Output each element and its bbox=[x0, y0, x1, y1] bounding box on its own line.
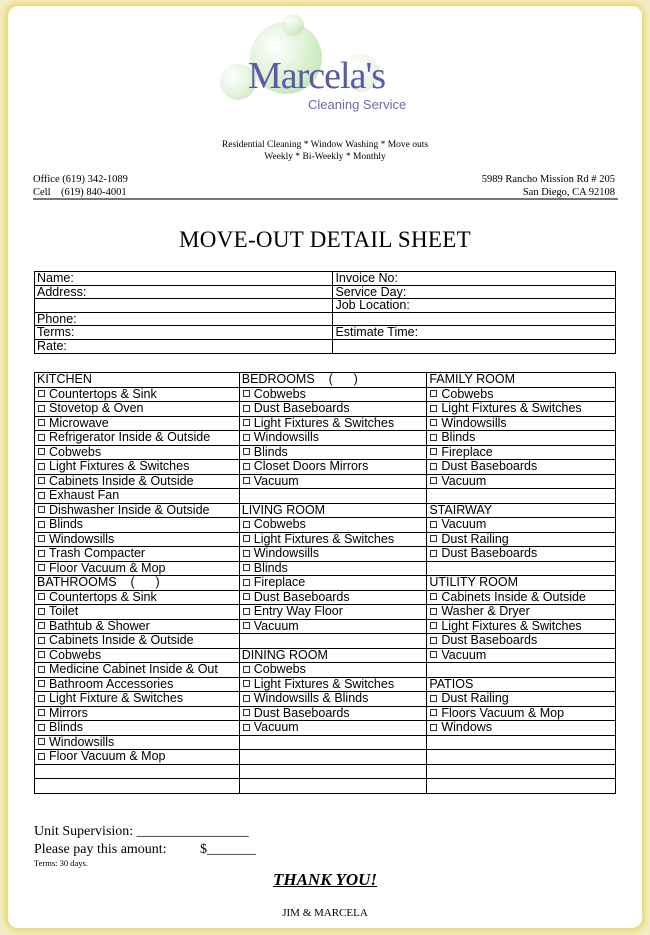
checklist-item[interactable] bbox=[35, 648, 240, 663]
checklist-row bbox=[35, 547, 616, 562]
info-field-left[interactable] bbox=[35, 299, 333, 313]
item-label: Light Fixtures & Switches bbox=[253, 532, 395, 546]
item-label: Fireplace bbox=[253, 575, 306, 589]
item-label: Cobwebs bbox=[253, 662, 306, 676]
section-label: UTILITY ROOM bbox=[429, 575, 519, 589]
checklist-item[interactable] bbox=[427, 474, 616, 489]
section-label: LIVING ROOM bbox=[241, 503, 326, 517]
checkbox-icon[interactable] bbox=[38, 550, 45, 557]
header-divider bbox=[33, 198, 618, 200]
checkbox-icon[interactable] bbox=[430, 637, 437, 644]
checklist-item[interactable] bbox=[239, 474, 427, 489]
item-label: Dust Railing bbox=[441, 532, 509, 546]
checklist-item[interactable] bbox=[35, 706, 240, 721]
checklist-item[interactable] bbox=[239, 547, 427, 562]
item-label: Bathroom Accessories bbox=[49, 677, 174, 691]
checklist-item[interactable] bbox=[427, 590, 616, 605]
checklist-item[interactable] bbox=[35, 634, 240, 649]
checkbox-icon[interactable] bbox=[430, 622, 437, 629]
empty-cell bbox=[427, 750, 616, 765]
info-field-right[interactable] bbox=[333, 312, 616, 326]
checklist-row bbox=[35, 735, 616, 750]
checkbox-icon[interactable] bbox=[243, 521, 250, 528]
checkbox-icon[interactable] bbox=[38, 448, 45, 455]
item-label: Vacuum bbox=[441, 474, 487, 488]
item-label: Fireplace bbox=[441, 445, 493, 459]
item-label: Cobwebs bbox=[253, 517, 306, 531]
checklist-item[interactable] bbox=[427, 692, 616, 707]
checklist-row bbox=[35, 692, 616, 707]
item-label: Microwave bbox=[49, 416, 109, 430]
info-field-right[interactable]: Invoice No: bbox=[333, 272, 616, 286]
section-label: BEDROOMS ( ) bbox=[241, 372, 358, 386]
thank-you-text: THANK YOU! bbox=[272, 870, 378, 889]
checkbox-icon[interactable] bbox=[243, 419, 250, 426]
info-row bbox=[35, 312, 616, 326]
info-field-right[interactable]: Service Day: bbox=[333, 285, 616, 299]
empty-cell bbox=[239, 779, 427, 794]
item-label: Light Fixtures & Switches bbox=[253, 677, 395, 691]
section-label: FAMILY ROOM bbox=[429, 372, 516, 386]
item-label: Blinds bbox=[49, 517, 84, 531]
item-label: Refrigerator Inside & Outside bbox=[49, 430, 211, 444]
checkbox-icon[interactable] bbox=[38, 695, 45, 702]
checklist-row bbox=[35, 489, 616, 504]
checklist-row bbox=[35, 779, 616, 794]
checklist-item[interactable] bbox=[239, 561, 427, 576]
checkbox-icon[interactable] bbox=[38, 521, 45, 528]
checkbox-icon[interactable] bbox=[243, 477, 250, 484]
checklist-row bbox=[35, 474, 616, 489]
checkbox-icon[interactable] bbox=[38, 593, 45, 600]
item-label: Dust Railing bbox=[441, 691, 509, 705]
checklist-item[interactable] bbox=[239, 590, 427, 605]
item-label: Dust Baseboards bbox=[441, 546, 538, 560]
checklist-item[interactable] bbox=[427, 619, 616, 634]
checklist-row bbox=[35, 445, 616, 460]
checklist-item[interactable] bbox=[239, 387, 427, 402]
checklist-row bbox=[35, 634, 616, 649]
checklist-row bbox=[35, 518, 616, 533]
checkbox-icon[interactable] bbox=[243, 622, 250, 629]
checkbox-icon[interactable] bbox=[430, 724, 437, 731]
checkbox-icon[interactable] bbox=[38, 666, 45, 673]
checklist-item[interactable] bbox=[427, 532, 616, 547]
item-label: Stovetop & Oven bbox=[49, 401, 144, 415]
checkbox-icon[interactable] bbox=[430, 550, 437, 557]
item-label: Windowsills bbox=[253, 430, 320, 444]
checkbox-icon[interactable] bbox=[38, 651, 45, 658]
empty-cell bbox=[239, 750, 427, 765]
checklist-item[interactable] bbox=[427, 547, 616, 562]
item-label: Entry Way Floor bbox=[253, 604, 343, 618]
item-label: Toilet bbox=[49, 604, 79, 618]
checkbox-icon[interactable] bbox=[243, 695, 250, 702]
item-label: Dust Baseboards bbox=[441, 633, 538, 647]
checklist-row bbox=[35, 387, 616, 402]
checklist-item[interactable] bbox=[35, 387, 240, 402]
checklist-item[interactable] bbox=[239, 416, 427, 431]
checklist-row bbox=[35, 750, 616, 765]
checklist-item[interactable] bbox=[427, 431, 616, 446]
checkbox-icon[interactable] bbox=[38, 738, 45, 745]
office-phone: Office (619) 342-1089 bbox=[33, 174, 128, 185]
item-label: Vacuum bbox=[441, 648, 487, 662]
checklist-row bbox=[35, 416, 616, 431]
checklist-item[interactable] bbox=[239, 532, 427, 547]
item-label: Dust Baseboards bbox=[253, 706, 350, 720]
item-label: Cabinets Inside & Outside bbox=[49, 633, 194, 647]
checklist-row bbox=[35, 764, 616, 779]
checklist-item[interactable] bbox=[427, 721, 616, 736]
empty-cell bbox=[239, 489, 427, 504]
item-label: Light Fixtures & Switches bbox=[253, 416, 395, 430]
terms-note: Terms: 30 days. bbox=[34, 858, 88, 868]
checkbox-icon[interactable] bbox=[243, 593, 250, 600]
checkbox-icon[interactable] bbox=[38, 434, 45, 441]
pay-amount-field[interactable]: $_______ bbox=[200, 842, 256, 857]
checklist-item[interactable] bbox=[35, 750, 240, 765]
info-row bbox=[35, 326, 616, 340]
street-address: 5989 Rancho Mission Rd # 205 bbox=[481, 174, 615, 185]
checkbox-icon[interactable] bbox=[430, 477, 437, 484]
checklist-item[interactable] bbox=[427, 402, 616, 417]
item-label: Medicine Cabinet Inside & Out bbox=[49, 662, 218, 676]
checklist-item[interactable] bbox=[427, 634, 616, 649]
tagline-services: Residential Cleaning * Window Washing * Move outs bbox=[221, 140, 429, 150]
checkbox-icon[interactable] bbox=[38, 709, 45, 716]
checkbox-icon[interactable] bbox=[243, 535, 250, 542]
item-label: Vacuum bbox=[253, 720, 299, 734]
checklist-row bbox=[35, 605, 616, 620]
item-label: Light Fixtures & Switches bbox=[49, 459, 190, 473]
checklist-item[interactable] bbox=[35, 503, 240, 518]
item-label: Cabinets Inside & Outside bbox=[49, 474, 194, 488]
item-label: Windowsills & Blinds bbox=[253, 691, 369, 705]
item-label: Windowsills bbox=[441, 416, 507, 430]
checkbox-icon[interactable] bbox=[243, 564, 250, 571]
info-row bbox=[35, 299, 616, 313]
item-label: Vacuum bbox=[253, 619, 299, 633]
checkbox-icon[interactable] bbox=[38, 637, 45, 644]
checkbox-icon[interactable] bbox=[38, 419, 45, 426]
item-label: Dishwasher Inside & Outside bbox=[49, 503, 210, 517]
checklist-row bbox=[35, 373, 616, 388]
checklist-row bbox=[35, 503, 616, 518]
unit-supervision-field[interactable]: Unit Supervision: ________________ bbox=[34, 824, 249, 839]
info-field-left[interactable]: Address: bbox=[35, 285, 333, 299]
info-row bbox=[35, 339, 616, 353]
checklist-item[interactable] bbox=[35, 489, 240, 504]
checklist-row bbox=[35, 619, 616, 634]
item-label: Cobwebs bbox=[253, 387, 306, 401]
item-label: Bathtub & Shower bbox=[49, 619, 150, 633]
logo-name: Marcela's bbox=[248, 55, 386, 97]
item-label: Blinds bbox=[253, 445, 288, 459]
checkbox-icon[interactable] bbox=[38, 564, 45, 571]
checkbox-icon[interactable] bbox=[38, 405, 45, 412]
section-label: PATIOS bbox=[429, 677, 474, 691]
page-title: MOVE-OUT DETAIL SHEET bbox=[179, 227, 471, 252]
checkbox-icon[interactable] bbox=[38, 506, 45, 513]
checklist-item[interactable] bbox=[35, 460, 240, 475]
checklist-row bbox=[35, 576, 616, 591]
info-field-left[interactable]: Name: bbox=[35, 272, 333, 286]
pay-amount-label: Please pay this amount: bbox=[34, 842, 167, 857]
checklist-item[interactable] bbox=[35, 547, 240, 562]
section-header bbox=[239, 503, 427, 518]
item-label: Dust Baseboards bbox=[253, 401, 350, 415]
checkbox-icon[interactable] bbox=[430, 695, 437, 702]
item-label: Cabinets Inside & Outside bbox=[441, 590, 586, 604]
empty-cell bbox=[35, 764, 240, 779]
info-field-left[interactable]: Terms: bbox=[35, 326, 333, 340]
checkbox-icon[interactable] bbox=[430, 593, 437, 600]
item-label: Cobwebs bbox=[49, 648, 102, 662]
checklist-row bbox=[35, 431, 616, 446]
info-field-right[interactable]: Estimate Time: bbox=[333, 326, 616, 340]
empty-cell bbox=[427, 489, 616, 504]
checkbox-icon[interactable] bbox=[430, 419, 437, 426]
checklist-item[interactable] bbox=[239, 605, 427, 620]
checklist-item[interactable] bbox=[35, 431, 240, 446]
item-label: Dust Baseboards bbox=[253, 590, 350, 604]
checklist-item[interactable] bbox=[427, 706, 616, 721]
checklist-item[interactable] bbox=[35, 561, 240, 576]
checklist-item[interactable] bbox=[35, 518, 240, 533]
item-label: Light Fixtures & Switches bbox=[441, 401, 582, 415]
checklist-item[interactable] bbox=[239, 619, 427, 634]
item-label: Cobwebs bbox=[49, 445, 102, 459]
section-header bbox=[427, 677, 616, 692]
checkbox-icon[interactable] bbox=[38, 492, 45, 499]
item-label: Windowsills bbox=[49, 532, 115, 546]
section-header bbox=[239, 373, 427, 388]
checklist-row bbox=[35, 402, 616, 417]
checklist-item[interactable] bbox=[35, 532, 240, 547]
item-label: Mirrors bbox=[49, 706, 88, 720]
checkbox-icon[interactable] bbox=[38, 535, 45, 542]
checkbox-icon[interactable] bbox=[243, 666, 250, 673]
checklist-item[interactable] bbox=[239, 692, 427, 707]
checkbox-icon[interactable] bbox=[430, 463, 437, 470]
checkbox-icon[interactable] bbox=[430, 448, 437, 455]
checklist-item[interactable] bbox=[239, 721, 427, 736]
checklist-item[interactable] bbox=[239, 677, 427, 692]
checklist-item[interactable] bbox=[427, 416, 616, 431]
checklist-item[interactable] bbox=[35, 474, 240, 489]
checklist-item[interactable] bbox=[239, 460, 427, 475]
checkbox-icon[interactable] bbox=[243, 579, 250, 586]
checkbox-icon[interactable] bbox=[430, 709, 437, 716]
item-label: Windows bbox=[441, 720, 493, 734]
checklist-item[interactable] bbox=[239, 706, 427, 721]
checklist-row bbox=[35, 532, 616, 547]
checklist-item[interactable] bbox=[35, 605, 240, 620]
info-field-right[interactable]: Job Location: bbox=[333, 299, 616, 313]
checklist-row bbox=[35, 460, 616, 475]
checkbox-icon[interactable] bbox=[243, 463, 250, 470]
logo-subtitle: Cleaning Service bbox=[308, 97, 407, 112]
section-header bbox=[427, 503, 616, 518]
checklist-item[interactable] bbox=[35, 416, 240, 431]
checklist-row bbox=[35, 663, 616, 678]
item-label: Vacuum bbox=[253, 474, 299, 488]
item-label: Blinds bbox=[441, 430, 476, 444]
item-label: Trash Compacter bbox=[49, 546, 146, 560]
checklist-item[interactable] bbox=[427, 648, 616, 663]
checkbox-icon[interactable] bbox=[38, 463, 45, 470]
info-row bbox=[35, 272, 616, 286]
item-label: Blinds bbox=[253, 561, 288, 575]
checklist-item[interactable] bbox=[427, 605, 616, 620]
empty-cell bbox=[427, 663, 616, 678]
item-label: Windowsills bbox=[253, 546, 320, 560]
item-label: Exhaust Fan bbox=[49, 488, 120, 502]
item-label: Floors Vacuum & Mop bbox=[441, 706, 565, 720]
checklist-item[interactable] bbox=[35, 692, 240, 707]
checkbox-icon[interactable] bbox=[430, 434, 437, 441]
checklist-item[interactable] bbox=[427, 387, 616, 402]
info-field-left[interactable]: Rate: bbox=[35, 339, 333, 353]
section-label: DINING ROOM bbox=[241, 648, 328, 662]
item-label: Countertops & Sink bbox=[49, 387, 157, 401]
item-label: Vacuum bbox=[441, 517, 487, 531]
empty-cell bbox=[427, 561, 616, 576]
item-label: Countertops & Sink bbox=[49, 590, 157, 604]
checklist-row bbox=[35, 561, 616, 576]
checkbox-icon[interactable] bbox=[430, 521, 437, 528]
checklist-item[interactable] bbox=[35, 721, 240, 736]
empty-cell bbox=[427, 779, 616, 794]
cell-phone: Cell (619) 840-4001 bbox=[33, 187, 127, 198]
section-header bbox=[35, 373, 240, 388]
empty-cell bbox=[239, 735, 427, 750]
checklist-item[interactable] bbox=[35, 619, 240, 634]
item-label: Windowsills bbox=[49, 735, 115, 749]
checkbox-icon[interactable] bbox=[243, 724, 250, 731]
empty-cell bbox=[239, 764, 427, 779]
checkbox-icon[interactable] bbox=[430, 651, 437, 658]
item-label: Dust Baseboards bbox=[441, 459, 538, 473]
empty-cell bbox=[427, 735, 616, 750]
section-label: KITCHEN bbox=[37, 372, 92, 386]
checkbox-icon[interactable] bbox=[243, 550, 250, 557]
checkbox-icon[interactable] bbox=[38, 390, 45, 397]
item-label: Cobwebs bbox=[441, 387, 494, 401]
cleaning-checklist-table bbox=[34, 372, 616, 794]
empty-cell bbox=[427, 764, 616, 779]
checklist-row bbox=[35, 706, 616, 721]
checkbox-icon[interactable] bbox=[243, 680, 250, 687]
item-label: Closet Doors Mirrors bbox=[253, 459, 369, 473]
checklist-item[interactable] bbox=[239, 402, 427, 417]
checkbox-icon[interactable] bbox=[38, 608, 45, 615]
checklist-item[interactable] bbox=[239, 445, 427, 460]
city-address: San Diego, CA 92108 bbox=[522, 187, 615, 198]
checklist-row bbox=[35, 721, 616, 736]
checkbox-icon[interactable] bbox=[430, 405, 437, 412]
section-header bbox=[239, 648, 427, 663]
checklist-item[interactable] bbox=[427, 518, 616, 533]
checkbox-icon[interactable] bbox=[243, 405, 250, 412]
empty-cell bbox=[239, 634, 427, 649]
checkbox-icon[interactable] bbox=[243, 390, 250, 397]
checkbox-icon[interactable] bbox=[38, 680, 45, 687]
checklist-item[interactable] bbox=[427, 445, 616, 460]
checklist-item[interactable] bbox=[35, 735, 240, 750]
section-header bbox=[35, 576, 240, 591]
checkbox-icon[interactable] bbox=[38, 753, 45, 760]
info-row bbox=[35, 285, 616, 299]
item-label: Floor Vacuum & Mop bbox=[49, 749, 166, 763]
checklist-item[interactable] bbox=[35, 402, 240, 417]
checklist-item[interactable] bbox=[35, 663, 240, 678]
checkbox-icon[interactable] bbox=[243, 448, 250, 455]
checkbox-icon[interactable] bbox=[430, 535, 437, 542]
item-label: Floor Vacuum & Mop bbox=[49, 561, 166, 575]
section-header bbox=[427, 576, 616, 591]
item-label: Light Fixture & Switches bbox=[49, 691, 184, 705]
checkbox-icon[interactable] bbox=[243, 434, 250, 441]
item-label: Washer & Dryer bbox=[441, 604, 530, 618]
checklist-item[interactable] bbox=[239, 518, 427, 533]
checkbox-icon[interactable] bbox=[430, 608, 437, 615]
section-label: BATHROOMS ( ) bbox=[37, 575, 160, 589]
signature-text: JIM & MARCELA bbox=[282, 907, 368, 919]
checkbox-icon[interactable] bbox=[243, 709, 250, 716]
tagline-frequency: Weekly * Bi-Weekly * Monthly bbox=[264, 152, 386, 162]
section-label: STAIRWAY bbox=[429, 503, 493, 517]
checkbox-icon[interactable] bbox=[38, 622, 45, 629]
checklist-row bbox=[35, 648, 616, 663]
checklist-item[interactable] bbox=[35, 445, 240, 460]
customer-info-table bbox=[34, 271, 616, 354]
checklist-item[interactable] bbox=[427, 460, 616, 475]
checklist-item[interactable] bbox=[239, 576, 427, 591]
info-field-right[interactable] bbox=[333, 339, 616, 353]
checkbox-icon[interactable] bbox=[38, 477, 45, 484]
checkbox-icon[interactable] bbox=[243, 608, 250, 615]
checklist-row bbox=[35, 590, 616, 605]
checklist-item[interactable] bbox=[35, 677, 240, 692]
checklist-item[interactable] bbox=[35, 590, 240, 605]
empty-cell bbox=[35, 779, 240, 794]
checklist-row bbox=[35, 677, 616, 692]
checkbox-icon[interactable] bbox=[38, 724, 45, 731]
checklist-item[interactable] bbox=[239, 663, 427, 678]
item-label: Blinds bbox=[49, 720, 84, 734]
item-label: Light Fixtures & Switches bbox=[441, 619, 582, 633]
checkbox-icon[interactable] bbox=[430, 390, 437, 397]
info-field-left[interactable]: Phone: bbox=[35, 312, 333, 326]
checklist-item[interactable] bbox=[239, 431, 427, 446]
section-header bbox=[427, 373, 616, 388]
